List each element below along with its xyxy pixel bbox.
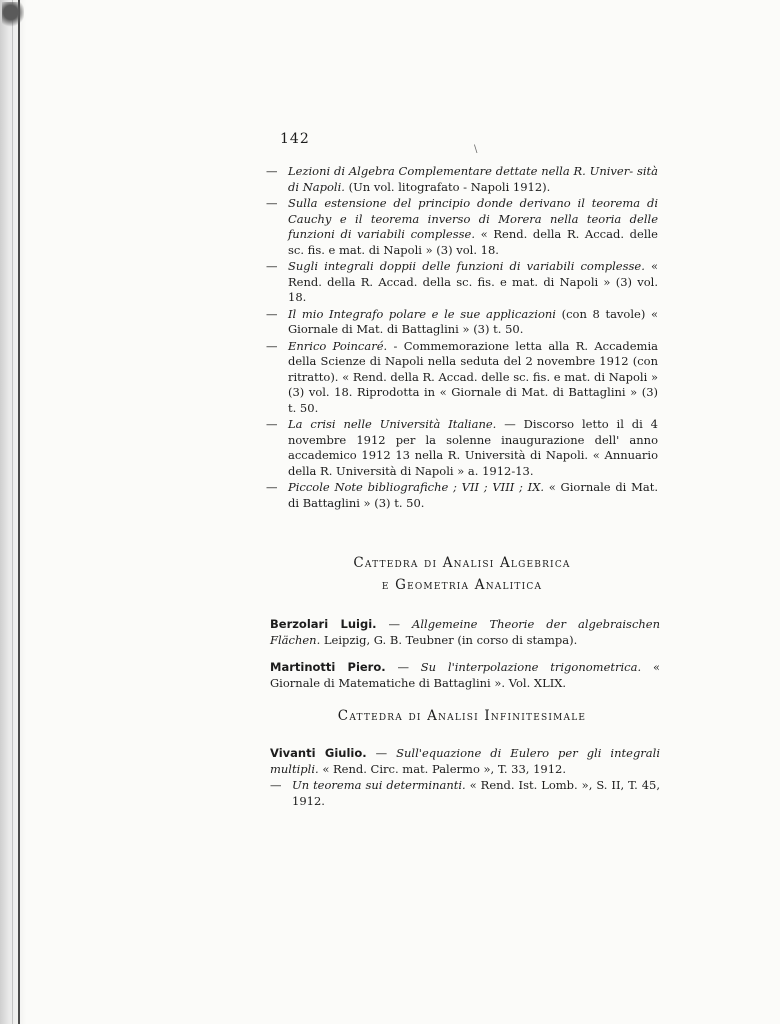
publication-list bbox=[266, 164, 658, 512]
scan-gutter bbox=[0, 0, 26, 1024]
list-item bbox=[266, 480, 658, 511]
author-entry-berzolari bbox=[270, 617, 660, 648]
author-entry-martinotti bbox=[270, 660, 660, 691]
author-separator: — bbox=[385, 660, 421, 674]
scan-corner-mark bbox=[2, 2, 24, 28]
author-entry-vivanti-second bbox=[270, 778, 660, 810]
entry-title: Sugli integrali doppii delle funzioni di variabili complesse. bbox=[288, 259, 645, 273]
list-item bbox=[266, 196, 658, 258]
entry-title-continued: sità di Napoli. bbox=[288, 164, 658, 194]
entry-details: (Un vol. litografato - Napoli 1912). bbox=[344, 179, 551, 194]
entry-title: Allgemeine Theorie der algebraischen Flächen. bbox=[270, 617, 661, 647]
entry-dash: — bbox=[266, 164, 278, 178]
list-item bbox=[266, 339, 658, 417]
author-separator: — bbox=[376, 617, 413, 631]
entry-title: Il mio Integrafo polare e le sue applicazioni bbox=[288, 306, 556, 321]
entry-dash: — bbox=[266, 196, 278, 210]
entry-dash: — bbox=[266, 480, 278, 494]
entry-title: Lezioni di Algebra Complementare dettate nella R. Univer- bbox=[288, 164, 634, 178]
entry-dash: — bbox=[266, 417, 278, 431]
list-item bbox=[266, 259, 658, 306]
author-entry-vivanti bbox=[270, 746, 660, 777]
entry-title: La crisi nelle Università Italiane. bbox=[288, 417, 497, 431]
section-heading-analisi-infinitesimale: Cattedra di Analisi Infinitesimale bbox=[337, 708, 587, 724]
list-item bbox=[266, 417, 658, 479]
entry-title: Piccole Note bibliografiche ; VII ; VIII ; IX. bbox=[288, 480, 545, 494]
entry-details: « Giornale di Mat. di Battaglini » (3) t. 50. bbox=[288, 480, 658, 510]
author-name: Berzolari Luigi. bbox=[270, 617, 377, 631]
entry-title: Enrico Poincaré. bbox=[288, 338, 388, 353]
scan-binding-line bbox=[18, 0, 20, 1024]
list-item bbox=[270, 778, 660, 809]
entry-title: Su l'interpolazione trigonometrica. bbox=[420, 660, 642, 674]
scan-binding-line-faint bbox=[12, 0, 13, 1024]
entry-title: Un teorema sui determinanti. bbox=[292, 778, 466, 792]
print-speck: \ bbox=[474, 144, 478, 155]
entry-details: « Rend. Circ. mat. Palermo », T. 33, 1912. bbox=[318, 761, 567, 776]
entry-details: « Giornale di Matematiche di Battaglini ». Vol. XLIX. bbox=[270, 660, 661, 690]
entry-dash: — bbox=[266, 306, 278, 321]
entry-details: (con 8 tavole) « Giornale di Mat. di Battaglini » (3) t. 50. bbox=[288, 306, 658, 336]
author-separator: — bbox=[366, 746, 397, 760]
section-heading-analisi-algebrica: Cattedra di Analisi Algebrica bbox=[353, 555, 571, 571]
entry-details: — Discorso letto il di 4 novembre 1912 per la solenne inaugurazione dell' anno accademico 1912 13 nella R. Università di Napoli. « Annuario della R. Università di Napoli » a. 1912-13. bbox=[288, 417, 658, 478]
entry-dash: — bbox=[266, 259, 278, 273]
entry-title: Sull'equazione di Eulero per gli integrali multipli. bbox=[270, 746, 661, 776]
entry-dash: — bbox=[270, 778, 282, 792]
author-name: Martinotti Piero. bbox=[270, 660, 386, 674]
entry-details: « Rend. della R. Accad. della sc. fis. e mat. di Napoli » (3) vol. 18. bbox=[288, 259, 658, 304]
entry-title: Sulla estensione del principio donde derivano il teorema di Cauchy e il teorema inverso di Morera nella teoria delle funzioni di variabili complesse. bbox=[288, 196, 658, 241]
entry-dash: — bbox=[266, 338, 278, 353]
list-item bbox=[266, 164, 658, 195]
entry-details: « Rend. Ist. Lomb. », S. II, T. 45, 1912. bbox=[292, 778, 660, 808]
page-number: 142 bbox=[280, 131, 310, 147]
section-heading-geometria-analitica: e Geometria Analitica bbox=[381, 577, 543, 593]
list-item bbox=[266, 307, 658, 338]
entry-details: - Commemorazione letta alla R. Accademia della Scienze di Napoli nella seduta del 2 novembre 1912 (con ritratto). « Rend. della R. Accad. delle sc. fis. e mat. di Napoli » (3) vol. 18. Riprodotta in « Giornale di Mat. di Battaglini » (3) t. 50. bbox=[288, 338, 658, 415]
entry-details: Leipzig, G. B. Teubner (in corso di stampa). bbox=[320, 632, 578, 647]
author-name: Vivanti Giulio. bbox=[270, 746, 367, 760]
entry-details: « Rend. della R. Accad. delle sc. fis. e mat. di Napoli » (3) vol. 18. bbox=[288, 227, 658, 257]
